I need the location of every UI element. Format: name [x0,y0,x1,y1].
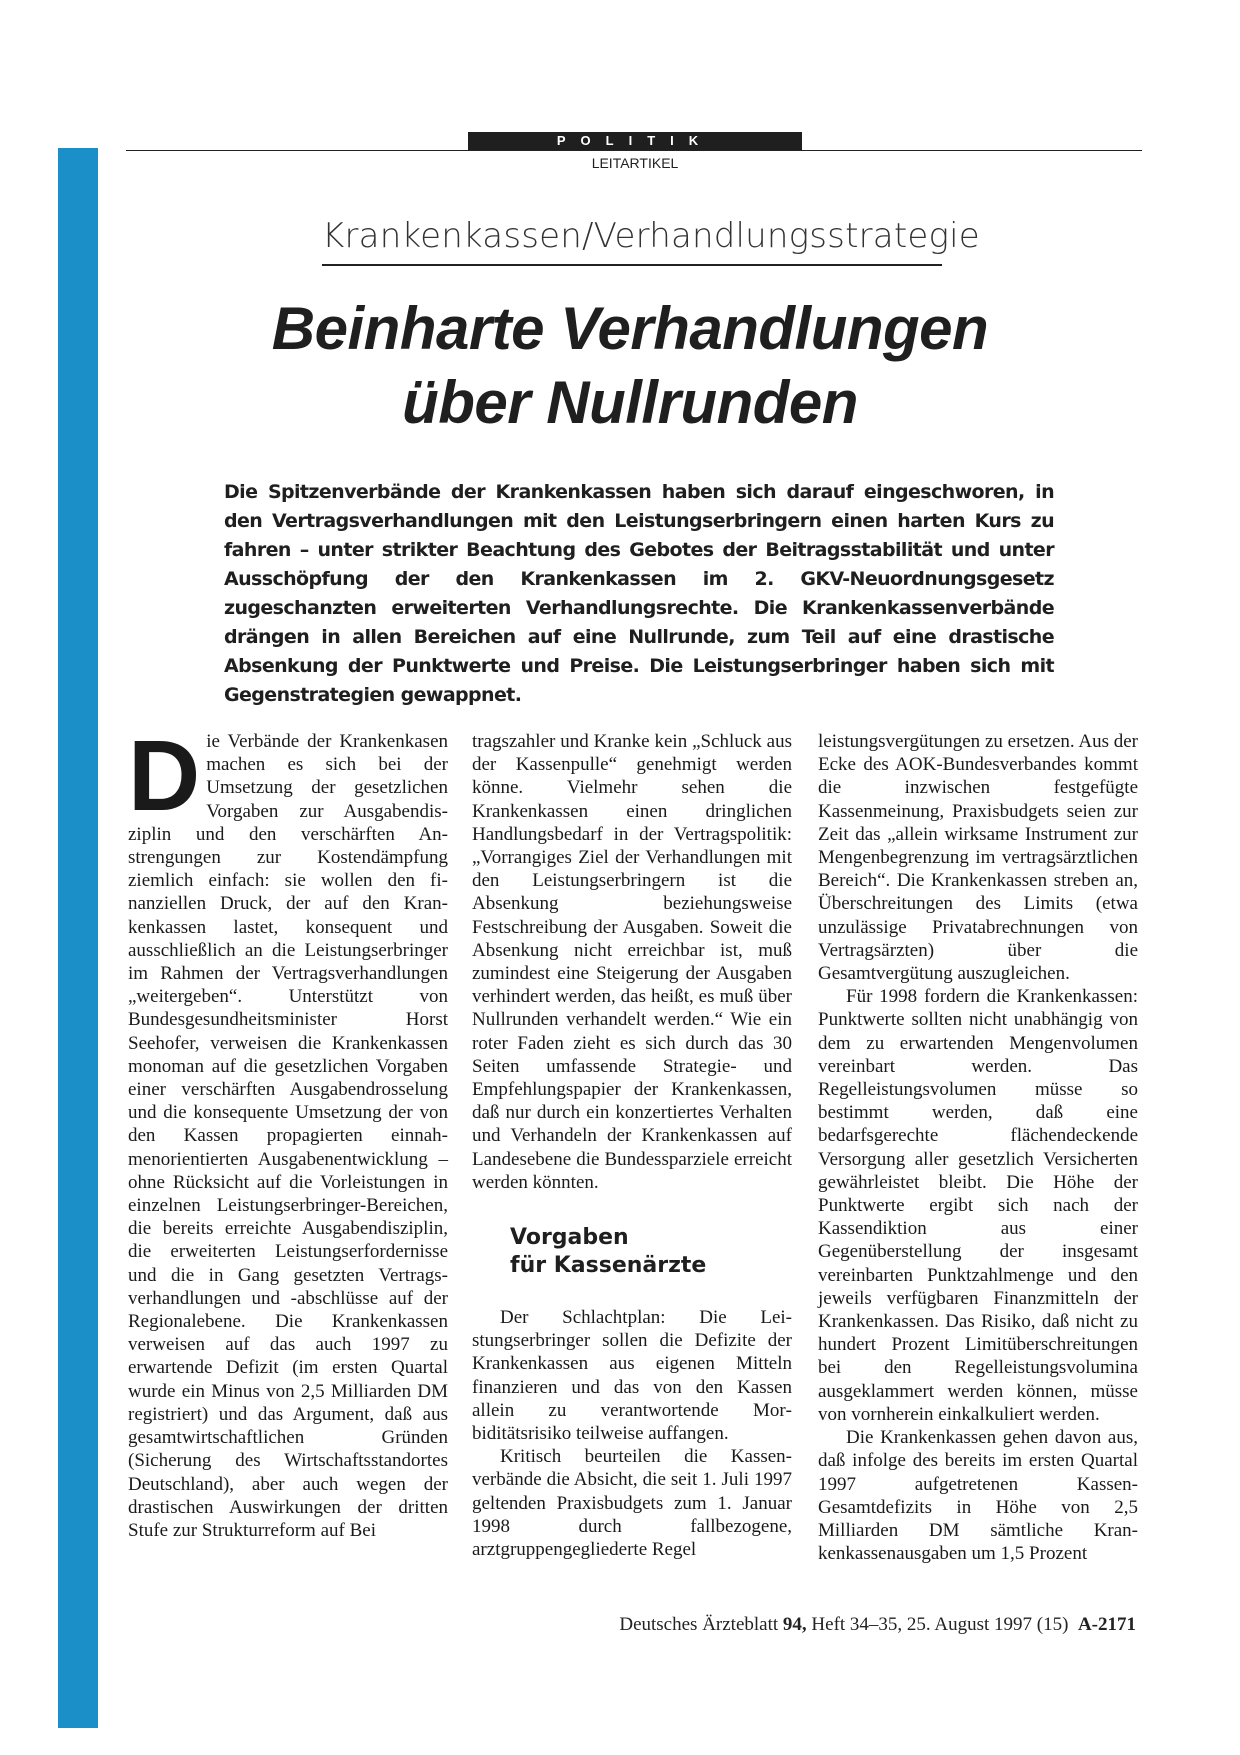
section-rubric: POLITIK [468,132,802,150]
subheading-line-2: für Kassenärzte [510,1253,707,1279]
kicker-underline [322,264,942,266]
body-paragraph: leistungsvergütungen zu ersetzen. Aus der Ecke des AOK-Bundesverbandes kommt die inzwischen festgefügte Kassenmeinung, Praxisbudgets seien zur Zeit das „allein wirksame Instrument zur Mengenbegrenzung im vertragsärztlichen Bereich“. Die Krankenkassen streben an, Überschreitungen des Limits (etwa unzulässige Privatabrechnungen von Vertragsärzten) über die Gesamtvergütung auszugleichen. [818,731,1138,985]
body-paragraph: Der Schlachtplan: Die Leistungserbringer sollen die Defizite der Krankenkassen aus eigenen Mitteln finanzieren und das von den Kassen allein zu verantwortende Morbiditätsrisiko teilweise auffangen. [472,1307,792,1445]
footer-journal: Deutsches Ärzteblatt [619,1614,779,1635]
page-footer [619,1614,1136,1636]
section-type: LEITARTIKEL [591,155,679,171]
article-lead: Die Spitzenverbände der Krankenkassen haben sich darauf eingeschworen, in den Vertragsverhandlungen mit den Leistungserbringern einen harten Kurs zu fahren – unter strikter Beachtung des Gebotes der Beitragsstabilität und unter Ausschöpfung der den Krankenkassen im 2. GKV-Neuordnungsgesetz zugeschanzten erweiterten Verhandlungsrechte. Die Krankenkassenverbände drängen in allen Bereichen auf eine Nullrunde, zum Teil auf eine drastische Absenkung der Punktwerte und Preise. Die Leistungserbringer haben sich mit Gegenstrategien gewappnet. [224,481,1054,706]
article-subheading [510,1224,792,1280]
body-column-2 [472,730,792,1561]
body-paragraph [128,720,448,1542]
article-headline [130,292,1130,440]
footer-page-number: A-2171 [1077,1614,1136,1635]
headline-line-2: über Nullrunden [402,369,858,436]
footer-volume: 94, [782,1614,807,1635]
footer-issue: Heft 34–35, 25. August 1997 (15) [811,1614,1069,1635]
headline-line-1: Beinharte Verhandlungen [271,295,989,362]
body-paragraph: Für 1998 fordern die Krankenkassen: Punktwerte sollten nicht unabhängig von dem zu erwartenden Mengenvolumen vereinbart werden. Das Regelleistungsvolumen müsse so bestimmt werden, daß eine bedarfsgerechte flächendeckende Versorgung aller gesetzlich Versicherten gewährleistet bleibt. Die Höhe der Punktwerte ergibt sich nach der Kassendiktion aus einer Gegenüberstellung der insgesamt vereinbarten Punktzahlmenge und den jeweils verfügbaren Finanzmitteln der Krankenkassen. Das Risiko, daß nicht zu hundert Prozent Limitüberschreitungen bei den Regelleistungsvolumina ausgeklammert werden können, müsse von vornherein einkalkuliert werden. [818,986,1138,1425]
drop-cap: D [128,720,201,832]
body-text: ie Verbände der Krankenkasen machen es sich bei der Umsetzung der gesetzlichen Vorgaben zur Ausgabendisziplin und den verschärften Anstrengungen zur Kostendämpfung ziemlich einfach: sie wollen den finanziellen Druck, der auf den Krankenkassen lastet, konsequent und ausschließlich an die Leistungserbringer im Rahmen der Vertragsverhandlungen „weitergeben“. Unterstützt von Bundesgesundheitsminister Horst Seehofer, verweisen die Krankenkassen monoman auf die gesetzlichen Vorgaben einer verschärften Ausgabendrosselung und die konsequente Umsetzung der von den Kassen propagierten einnahmenorientierten Ausgabenentwicklung – ohne Rücksicht auf die Vorleistungen in einzelnen Leistungserbringer-Bereichen, die bereits erreichte Ausgabendisziplin, die erweiterten Leistungserfordernisse und die in Gang gesetzten Vertragsverhandlungen und -abschlüsse auf der Regionalebene. Die Krankenkassen verweisen auf das auch 1997 zu erwartende Defizit (im ersten Quartal wurde ein Minus von 2,5 Milliarden DM registriert) und das Argument, daß aus gesamtwirtschaftlichen Gründen (Sicherung des Wirtschaftsstandortes Deutschland), aber auch wegen der drastischen Auswirkungen der dritten Stufe zur Strukturreform auf Bei [128,731,448,1541]
body-paragraph: tragszahler und Kranke kein „Schluck aus der Kassenpulle“ genehmigt werden könne. Vielmehr sehen die Krankenkassen einen dringlichen Handlungsbedarf in der Vertragspolitik: „Vorrangiges Ziel der Verhandlungen mit den Leistungserbringern ist die Absenkung beziehungsweise Festschreibung der Ausgaben. Soweit die Absenkung nicht erreichbar ist, muß zumindest eine Steigerung der Ausgaben verhindert werden, das heißt, es muß über Nullrunden verhandelt werden.“ Wie ein roter Faden zieht es sich durch das 30 Seiten umfassende Strategie- und Empfehlungspapier der Krankenkassen, daß nur durch ein konzertiertes Verhalten und Verhandeln der Krankenkassen auf Landesebene die Bundessparziele erreicht werden könnten. [472,731,792,1193]
body-column-1 [128,720,448,1542]
body-column-3 [818,730,1138,1565]
article-kicker: Krankenkassen/Verhandlungsstrategie [322,216,980,256]
body-paragraph: Kritisch beurteilen die Kassenverbände die Absicht, die seit 1. Juli 1997 geltenden Praxisbudgets zum 1. Januar 1998 durch fallbezogene, arztgruppengegliederte Regel [472,1446,792,1561]
body-paragraph: Die Krankenkassen gehen davon aus, daß infolge des bereits im ersten Quartal 1997 aufgetretenen Kassen-Gesamtdefizits in Höhe von 2,5 Milliarden DM sämtliche Krankenkassenausgaben um 1,5 Prozent [818,1427,1138,1565]
header-rule [126,150,1142,151]
blue-margin-bar [58,148,98,1728]
subheading-line-1: Vorgaben [510,1225,629,1251]
